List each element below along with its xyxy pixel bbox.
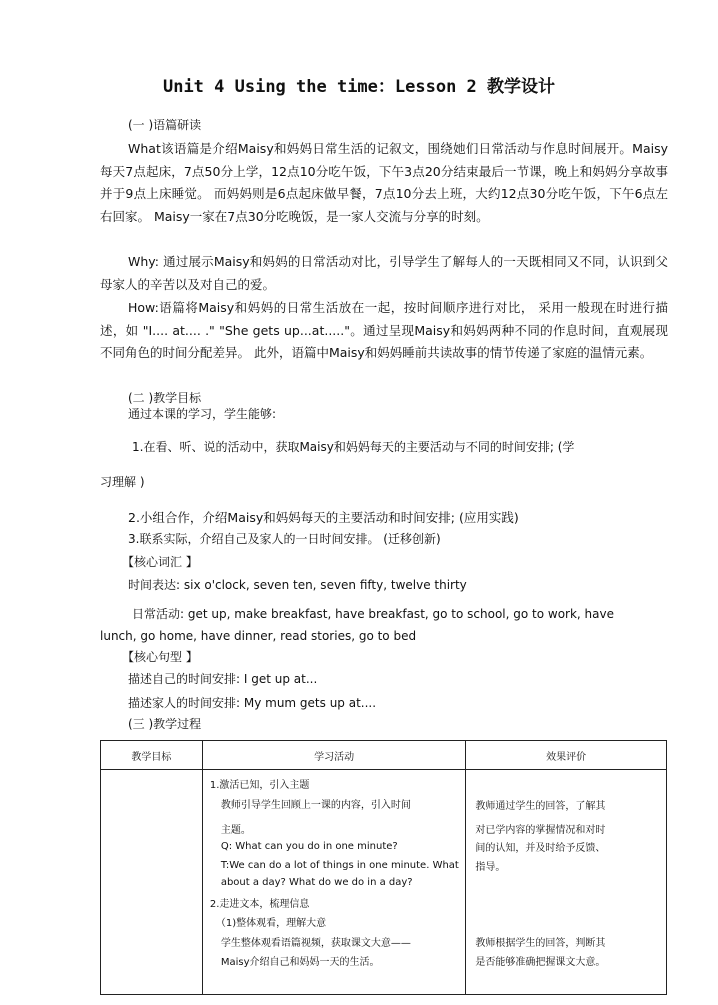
activity-line: 主题。: [220, 825, 251, 836]
pattern-heading: 【核心句型 】: [122, 650, 198, 664]
activity-line: 1.激活已知，引入主题: [209, 780, 310, 791]
activity-line: 2.走进文本，梳理信息: [209, 899, 310, 910]
section-3-heading: (三 )教学过程: [128, 717, 202, 731]
what-paragraph-text: What该语篇是介绍Maisy和妈妈日常生活的记叙文，围绕她们日常活动与作息时间展开。Maisy每天7点起床，7点50分上学，12点10分吃午饭，下午3点20分结束最后一节课，晚上和妈妈分享故事并于9点上床睡觉。 而妈妈则是6点起床做早餐，7点10分去上班，大约12点30分吃午饭，下午6点左右回家。 Maisy一家在7点30分吃晚饭，是一家人交流与分享的时刻。: [100, 141, 668, 224]
how-paragraph-text: How:语篇将Maisy和妈妈的日常生活放在一起，按时间顺序进行对比， 采用一般现在时进行描述，如 "I.... at.... ." "She gets up...at....."。通过呈现Maisy和妈妈两种不同的作息时间，直观展现不同角色的时间分配差异。 此外，语篇中Maisy和妈妈睡前共读故事的情节传递了家庭的温情元素。: [100, 300, 668, 360]
section-2-heading: (二 )教学目标: [128, 391, 202, 405]
activity-line: T:We can do a lot of things in one minute. What: [220, 860, 459, 871]
page-title: Unit 4 Using the time：Lesson 2 教学设计: [162, 77, 556, 97]
header-learning-activity: 学习活动: [202, 741, 466, 770]
header-teaching-goal: 教学目标: [101, 741, 203, 770]
goal-2: 2.小组合作，介绍Maisy和妈妈每天的主要活动和时间安排; (应用实践): [128, 510, 519, 525]
evaluation-cell: [466, 770, 667, 995]
vocab-daily-line-2: lunch, go home, have dinner, read stories, go to bed: [100, 629, 417, 643]
pattern-1: 描述自己的时间安排: I get up at...: [128, 672, 318, 686]
why-paragraph-text: Why: 通过展示Maisy和妈妈的日常活动对比，引导学生了解每人的一天既相同又不同，认识到父母家人的辛苦以及对自己的爱。: [100, 254, 668, 292]
vocab-daily-line-1: 日常活动: get up, make breakfast, have breakfast, go to school, go to work, have: [132, 607, 615, 621]
activity-line: 学生整体观看语篇视频，获取课文大意——: [220, 938, 411, 949]
goal-1-line-1: 1.在看、听、说的活动中，获取Maisy和妈妈每天的主要活动与不同的时间安排; (学: [132, 440, 575, 454]
evaluation-line: 教师根据学生的回答，判断其: [475, 938, 606, 949]
evaluation-line: 是否能够准确把握课文大意。: [475, 957, 606, 968]
what-paragraph: [100, 138, 668, 228]
activity-line: about a day? What do we do in a day?: [220, 877, 413, 888]
evaluation-line: 对已学内容的掌握情况和对时: [475, 825, 606, 836]
goal-3: 3.联系实际，介绍自己及家人的一日时间安排。 (迁移创新): [128, 532, 441, 546]
activity-line: Q: What can you do in one minute?: [220, 841, 398, 852]
activity-cell: [202, 770, 466, 995]
why-paragraph: [100, 251, 668, 296]
teaching-process-table: [100, 740, 667, 995]
vocab-heading: 【核心词汇 】: [122, 555, 198, 569]
header-evaluation: 效果评价: [466, 741, 667, 770]
goal-cell: [101, 770, 203, 995]
evaluation-line: 教师通过学生的回答，了解其: [475, 801, 606, 812]
evaluation-line: 间的认知，并及时给予反馈、: [475, 843, 606, 854]
vocab-time: 时间表达: six o'clock, seven ten, seven fifty, twelve thirty: [128, 578, 467, 592]
pattern-2: 描述家人的时间安排: My mum gets up at....: [128, 696, 377, 710]
goal-1-line-2: 习理解 ): [100, 475, 145, 489]
activity-line: Maisy介绍自己和妈妈一天的生活。: [220, 957, 380, 968]
how-paragraph: [100, 297, 668, 365]
table-row: [101, 770, 667, 995]
activity-line: （1)整体观看，理解大意: [215, 918, 327, 929]
evaluation-line: 指导。: [475, 862, 506, 873]
table-header-row: [101, 741, 667, 770]
section-1-heading: (一 )语篇研读: [128, 118, 202, 132]
activity-line: 教师引导学生回顾上一课的内容，引入时间: [220, 800, 411, 811]
section-2-intro: 通过本课的学习，学生能够:: [128, 407, 277, 421]
